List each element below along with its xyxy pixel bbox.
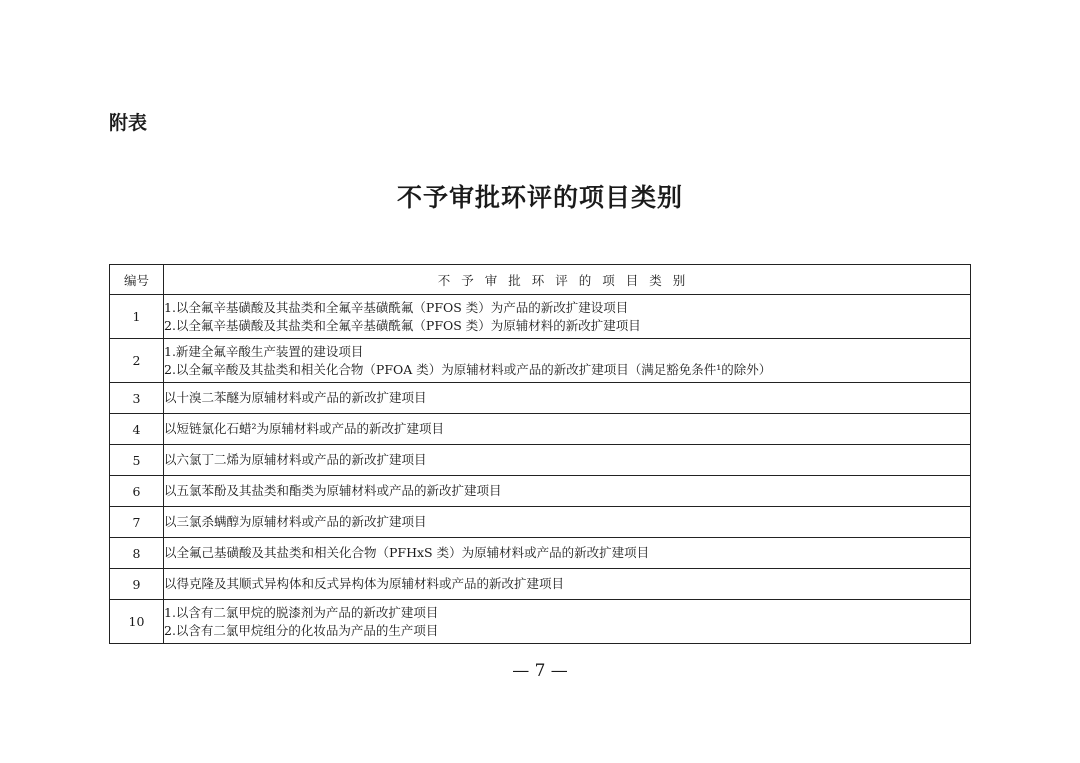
row-number: 2 bbox=[110, 339, 164, 383]
table-row bbox=[110, 507, 971, 538]
attachment-label: 附表 bbox=[109, 112, 148, 134]
table-row bbox=[110, 538, 971, 569]
header-number: 编号 bbox=[110, 265, 164, 295]
table-row bbox=[110, 339, 971, 383]
row-number: 5 bbox=[110, 445, 164, 476]
row-description bbox=[164, 507, 971, 538]
row-line: 以十溴二苯醚为原辅材料或产品的新改扩建项目 bbox=[164, 390, 427, 405]
row-line: 以得克隆及其顺式异构体和反式异构体为原辅材料或产品的新改扩建项目 bbox=[164, 576, 565, 591]
row-description bbox=[164, 295, 971, 339]
row-line: 1.以含有二氯甲烷的脱漆剂为产品的新改扩建项目 bbox=[164, 604, 439, 620]
project-category-table bbox=[109, 264, 971, 644]
row-description bbox=[164, 476, 971, 507]
table-header-row bbox=[110, 265, 971, 295]
table-row bbox=[110, 445, 971, 476]
row-description bbox=[164, 538, 971, 569]
row-number: 10 bbox=[110, 600, 164, 644]
row-description bbox=[164, 383, 971, 414]
row-number: 6 bbox=[110, 476, 164, 507]
row-line: 2.以全氟辛基磺酸及其盐类和全氟辛基磺酰氟（PFOS 类）为原辅材料的新改扩建项目 bbox=[164, 317, 641, 333]
row-number: 8 bbox=[110, 538, 164, 569]
row-description bbox=[164, 339, 971, 383]
row-line: 1.以全氟辛基磺酸及其盐类和全氟辛基磺酰氟（PFOS 类）为产品的新改扩建设项目 bbox=[164, 299, 629, 315]
row-number: 1 bbox=[110, 295, 164, 339]
row-number: 4 bbox=[110, 414, 164, 445]
row-line: 以六氯丁二烯为原辅材料或产品的新改扩建项目 bbox=[164, 452, 427, 467]
row-description bbox=[164, 414, 971, 445]
table-row bbox=[110, 295, 971, 339]
table-row bbox=[110, 414, 971, 445]
row-line: 2.以全氟辛酸及其盐类和相关化合物（PFOA 类）为原辅材料或产品的新改扩建项目（满足豁免条件¹的除外） bbox=[164, 361, 772, 377]
row-line: 以五氯苯酚及其盐类和酯类为原辅材料或产品的新改扩建项目 bbox=[164, 483, 502, 498]
row-number: 3 bbox=[110, 383, 164, 414]
page-number: — 7 — bbox=[512, 661, 568, 681]
row-number: 9 bbox=[110, 569, 164, 600]
row-number: 7 bbox=[110, 507, 164, 538]
table-row bbox=[110, 569, 971, 600]
row-description bbox=[164, 600, 971, 644]
row-description bbox=[164, 569, 971, 600]
row-description bbox=[164, 445, 971, 476]
row-line: 2.以含有二氯甲烷组分的化妆品为产品的生产项目 bbox=[164, 622, 439, 638]
header-category: 不予审批环评的项目类别 bbox=[164, 265, 971, 295]
table-row bbox=[110, 476, 971, 507]
row-line: 以三氯杀螨醇为原辅材料或产品的新改扩建项目 bbox=[164, 514, 427, 529]
row-line: 以全氟己基磺酸及其盐类和相关化合物（PFHxS 类）为原辅材料或产品的新改扩建项目 bbox=[164, 545, 650, 560]
row-line: 以短链氯化石蜡²为原辅材料或产品的新改扩建项目 bbox=[164, 421, 445, 436]
document-title: 不予审批环评的项目类别 bbox=[396, 183, 683, 212]
table-row bbox=[110, 600, 971, 644]
row-line: 1.新建全氟辛酸生产装置的建设项目 bbox=[164, 343, 364, 359]
table-row bbox=[110, 383, 971, 414]
